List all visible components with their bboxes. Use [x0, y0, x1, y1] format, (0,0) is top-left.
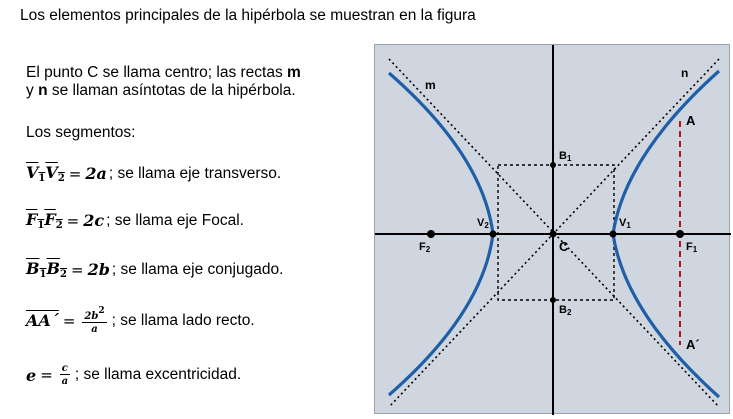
label-a: A [686, 113, 696, 128]
transverse-axis-desc: ; se llama eje transverso. [108, 164, 282, 182]
latus-rectum-row [26, 306, 255, 335]
hyperbola-diagram [375, 45, 731, 415]
segments-title: Los segmentos: [26, 124, 136, 141]
focus-f1-point [676, 230, 684, 238]
label-b1: B1 [559, 150, 572, 163]
label-v1: V1 [619, 217, 631, 230]
label-m: m [425, 78, 436, 92]
intro-text-3: se llaman asíntotas de la hipérbola. [47, 82, 296, 99]
center-point [550, 231, 557, 238]
intro-text-1: El punto C se llama centro; las rectas [26, 64, 288, 81]
latus-rectum-desc: ; se llama lado recto. [111, 311, 255, 329]
hyperbola-figure [374, 44, 730, 414]
label-c: C [559, 239, 569, 254]
b1-point [550, 162, 556, 168]
focal-axis-formula: $F_1F_2$ = 2c [26, 210, 105, 231]
intro-text-2: y [26, 82, 39, 99]
eccentricity-row [26, 363, 241, 387]
label-v2: V2 [477, 217, 489, 230]
eccentricity-formula: e = $\frac{c}{a}$ [26, 363, 69, 387]
transverse-axis-formula: $V_1V_2$ = 2a [26, 163, 107, 184]
eccentricity-desc: ; se llama excentricidad. [74, 366, 242, 383]
asymptote-n-label: n [38, 82, 48, 99]
label-b2: B2 [559, 304, 572, 317]
focal-axis-desc: ; se llama eje Focal. [106, 211, 244, 229]
b2-point [550, 297, 556, 303]
focus-f2-point [427, 230, 435, 238]
conjugate-axis-row [26, 259, 283, 280]
label-n: n [681, 66, 689, 80]
latus-rectum-formula: AA´ = $\frac{2b^2}{a}$ [26, 306, 105, 335]
page-header: Los elementos principales de la hipérbola se muestran en la figura [20, 7, 476, 24]
vertex-v1-point [610, 231, 617, 238]
label-a-prime: A´ [686, 337, 700, 352]
vertex-v2-point [490, 231, 497, 238]
conjugate-axis-formula: $B_1B_2$ = 2b [26, 259, 110, 280]
conjugate-axis-desc: ; se llama eje conjugado. [111, 260, 284, 278]
label-f2: F2 [419, 241, 431, 254]
label-f1: F1 [686, 241, 698, 254]
asymptote-m-label: m [287, 64, 301, 81]
focal-axis-row [26, 210, 244, 231]
intro-paragraph [26, 64, 366, 100]
transverse-axis-row [26, 163, 281, 184]
